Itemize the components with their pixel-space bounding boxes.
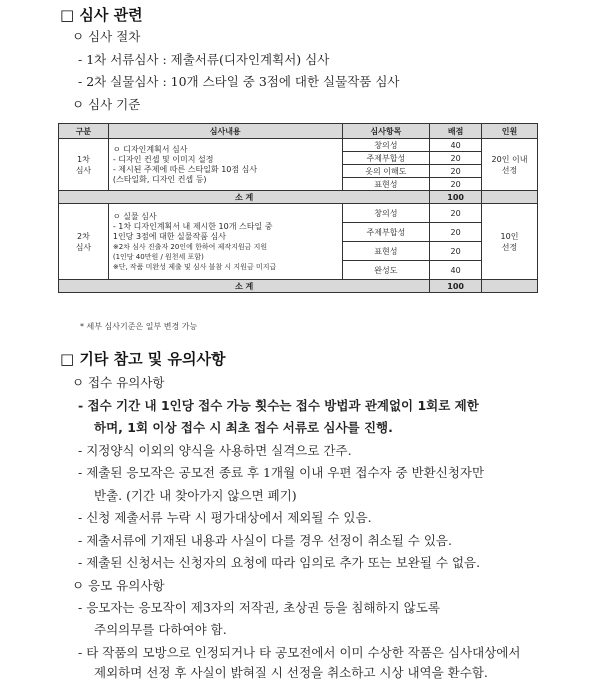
round2-score: 20 [430,223,482,242]
table-row [59,204,538,223]
round1-item: 창의성 [342,139,430,152]
round1-item: 주제부합성 [342,152,430,165]
bold-notice-line1: - 접수 기간 내 1인당 접수 가능 횟수는 접수 방법과 관계없이 1회로 제한 [78,398,479,413]
note-no-change: - 제출된 신청서는 신청자의 요청에 따라 임의로 추가 또는 보완될 수 없음. [78,555,481,570]
round2-content: ㅇ 실물 심사 - 1차 디자인계획서 내 제시한 10개 스타일 중 1인당 3점에 대한 실물작품 심사 ※2차 심사 진출자 20인에 한하여 제작지원금 지원 (1인당 40만원 / 원천세 포함) ※단, 작품 미완성 제출 및 심사 불참 시 지원금 미지급 [108,204,342,280]
round2-item: 주제부합성 [342,223,430,242]
process-item-2: - 2차 실물심사 : 10개 스타일 중 3점에 대한 실물작품 심사 [78,74,400,89]
round2-score: 40 [430,261,482,280]
section-title-review: □ 심사 관련 [60,6,143,24]
round2-item: 완성도 [342,261,430,280]
subtotal-score: 100 [430,191,482,204]
process-item-1: - 1차 서류심사 : 제출서류(디자인계획서) 심사 [78,52,330,67]
round1-score: 20 [430,165,482,178]
bold-notice-line2: 하며, 1회 이상 접수 시 최초 접수 서류로 심사를 진행. [94,420,393,435]
round2-score: 20 [430,242,482,261]
round1-score: 40 [430,139,482,152]
round2-item: 표현성 [342,242,430,261]
note-copy-line1: - 타 작품의 모방으로 인정되거나 타 공모전에서 이미 수상한 작품은 심사대상에서 [78,645,521,660]
section-title-notes: □ 기타 참고 및 유의사항 [60,350,226,368]
note-return-line2: 반출. (기간 내 찾아가지 않으면 폐기) [94,488,297,503]
subtotal-row [59,191,538,204]
criteria-heading: ㅇ 심사 기준 [72,97,141,112]
subtotal-label: 소 계 [59,191,430,204]
header-people: 인원 [482,124,538,139]
round2-label: 2차 심사 [59,204,109,280]
header-score: 배점 [430,124,482,139]
review-criteria-table [58,123,538,293]
note-form: - 지정양식 이외의 양식을 사용하면 실격으로 간주. [78,443,352,458]
round2-people: 10인 선정 [482,204,538,280]
entry-heading: ㅇ 응모 유의사항 [72,578,165,593]
round1-item: 옷의 이해도 [342,165,430,178]
note-missing: - 신청 제출서류 누락 시 평가대상에서 제외될 수 있음. [78,510,372,525]
table-header-row [59,124,538,139]
header-item: 심사항목 [342,124,430,139]
note-rights-line2: 주의의무를 다하여야 함. [94,622,227,637]
process-heading: ㅇ 심사 절차 [72,29,141,44]
round1-people: 20인 이내 선정 [482,139,538,191]
note-mismatch: - 제출서류에 기재된 내용과 사실이 다를 경우 선정이 취소될 수 있음. [78,533,452,548]
note-rights-line1: - 응모자는 응모작이 제3자의 저작권, 초상권 등을 침해하지 않도록 [78,600,440,615]
note-copy-line2: 제외하며 선정 후 사실이 밝혀질 시 선정을 취소하고 시상 내역을 환수함. [94,665,488,680]
round2-score: 20 [430,204,482,223]
table-note: * 세부 심사기준은 일부 변경 가능 [80,322,198,331]
table-row [59,139,538,152]
subtotal-label: 소 계 [59,280,430,293]
round1-score: 20 [430,178,482,191]
receipt-heading: ㅇ 접수 유의사항 [72,375,165,390]
round1-label: 1차 심사 [59,139,109,191]
header-content: 심사내용 [108,124,342,139]
round1-item: 표현성 [342,178,430,191]
header-category: 구분 [59,124,109,139]
round1-content: ㅇ 디자인계획서 심사 - 디자인 컨셉 및 이미지 설정 - 제시된 주제에 따른 스타일화 10점 심사 (스타일화, 디자인 컨셉 등) [108,139,342,191]
subtotal-row [59,280,538,293]
subtotal-score: 100 [430,280,482,293]
round1-score: 20 [430,152,482,165]
note-return-line1: - 제출된 응모작은 공모전 종료 후 1개월 이내 우편 접수자 중 반환신청자만 [78,465,485,480]
round2-item: 창의성 [342,204,430,223]
